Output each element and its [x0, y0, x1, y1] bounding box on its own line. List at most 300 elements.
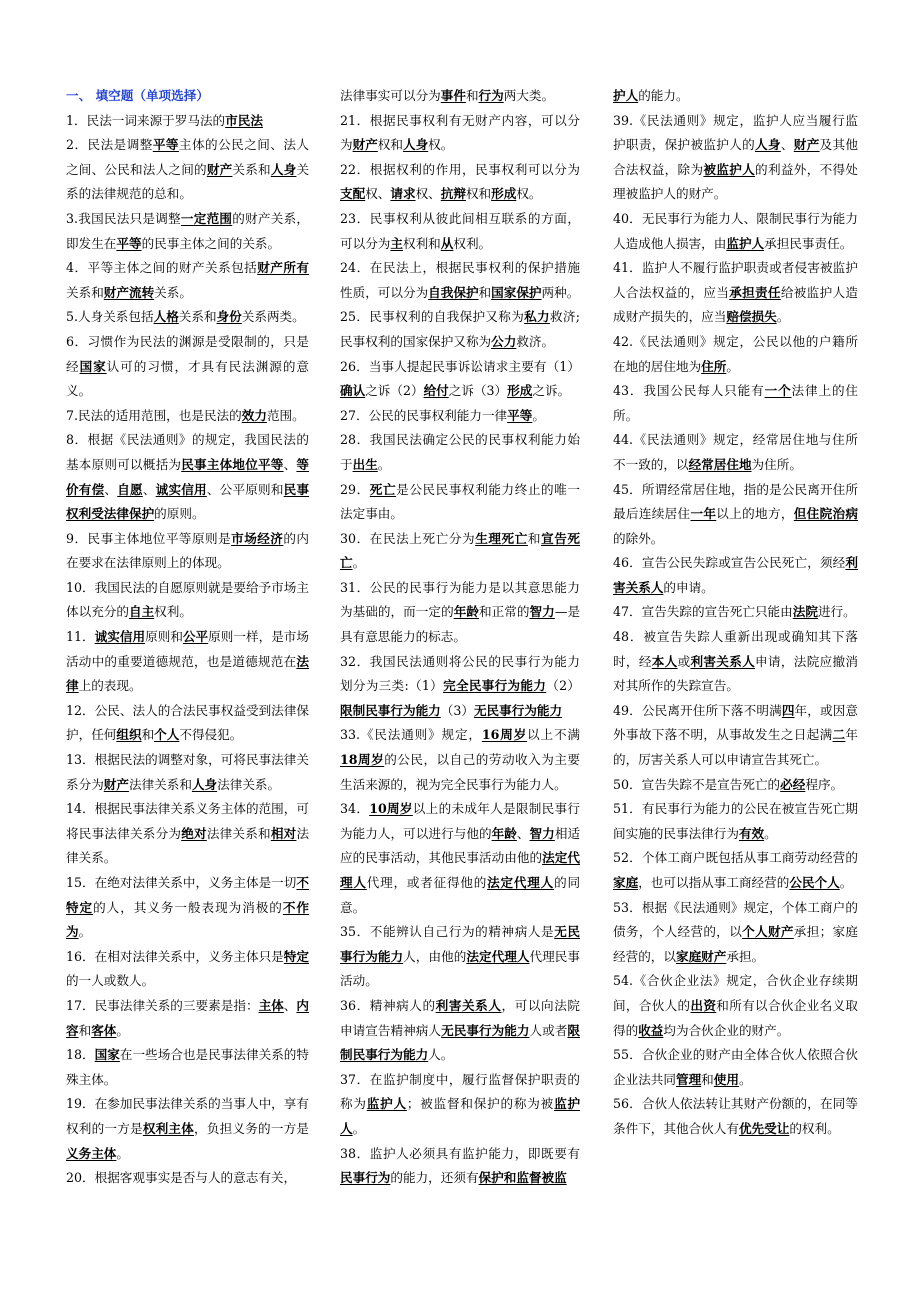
- answer-text: 限制民事行为能力: [340, 702, 441, 718]
- answer-text: 自愿: [117, 481, 143, 497]
- question-text: 的申请。: [663, 579, 714, 595]
- question-item: [340, 109, 580, 158]
- question-text: 承担民事责任。: [764, 235, 853, 251]
- question-text: 7.民法的适用范围，也是民法的: [66, 407, 242, 423]
- question-text: 的利益外，不得处理被监护人的财产。: [613, 161, 859, 202]
- question-text: 14．根据民事法律关系义务主体的范围，可将民事法律关系分为: [66, 801, 309, 841]
- question-item: [340, 158, 580, 207]
- question-item: [613, 379, 858, 428]
- answer-text: 法律: [66, 653, 309, 694]
- answer-text: 人身: [402, 137, 429, 153]
- answer-text: 抗辩: [440, 186, 466, 202]
- answer-text: 相对: [270, 825, 297, 841]
- answer-text: 法定代理人: [466, 948, 530, 964]
- question-text: 和: [465, 88, 479, 103]
- answer-text: 组织: [116, 727, 142, 743]
- question-text: 、: [283, 997, 297, 1013]
- answer-text: 监护人: [340, 1096, 581, 1136]
- answer-text: 人身: [270, 161, 297, 177]
- question-text: 法律事实可以分为: [340, 88, 441, 103]
- question-text: 18．: [66, 1047, 95, 1063]
- answer-text: 监护人: [726, 235, 765, 251]
- answer-text: 从: [440, 235, 454, 251]
- question-item: [66, 945, 309, 994]
- question-text: 。: [116, 1145, 129, 1161]
- answer-text: 家庭: [613, 875, 639, 890]
- answer-text: 二: [832, 727, 846, 743]
- question-text: 27．公民的民事权利能力一律: [340, 407, 508, 423]
- answer-text: 财产所有: [257, 260, 310, 276]
- answer-text: 无民事行为能力: [340, 924, 581, 964]
- question-text: （2）: [546, 678, 580, 694]
- answer-text: 平等: [116, 235, 142, 251]
- question-text: 代理民事活动。: [340, 948, 581, 989]
- question-item: [613, 256, 858, 330]
- question-item: [340, 650, 580, 724]
- question-text: 和: [78, 1022, 92, 1038]
- question-item: [66, 994, 309, 1043]
- question-text: 42.《民法通则》规定，公民以他的户籍所在地的居住地为: [613, 333, 858, 374]
- question-text: 的民事主体之间的关系。: [141, 235, 281, 251]
- answer-text: 主体: [258, 997, 284, 1013]
- question-text: 6．习惯作为民法的渊源是受限制的，只是经: [66, 333, 309, 374]
- answer-text: 等价有偿: [66, 456, 310, 497]
- answer-text: 确认: [340, 383, 366, 399]
- answer-text: 请求: [390, 186, 416, 202]
- question-text: 法律关系和: [206, 825, 271, 841]
- question-item: [613, 478, 858, 552]
- answer-text: 民事权利受法律保护: [66, 481, 310, 522]
- answer-text: 财产: [352, 137, 378, 153]
- question-text: 17．民事法律关系的三要素是指：: [66, 997, 259, 1013]
- question-item: [613, 773, 858, 798]
- question-item: [340, 527, 580, 576]
- answer-text: 利害关系人: [690, 653, 756, 669]
- answer-text: 国家保护: [491, 284, 542, 300]
- question-item: [340, 994, 580, 1068]
- question-text: 申请，法院应撤消对其所作的失踪宣告。: [613, 653, 859, 694]
- question-text: 11．: [66, 629, 95, 645]
- question-text: 相适应的民事活动，其他民事活动由他的: [340, 825, 581, 866]
- question-text: 法律关系。: [217, 776, 281, 792]
- question-item: [613, 1092, 858, 1141]
- section-heading: [66, 84, 309, 109]
- question-item: [340, 207, 580, 256]
- question-text: 51．有民事行为能力的公民在被宣告死亡期间实施的民事法律行为: [613, 801, 858, 841]
- question-text: 权利。: [154, 604, 192, 620]
- question-item: [613, 625, 858, 699]
- question-text: 代理，或者征得他的: [366, 875, 488, 890]
- answer-text: 民事行为: [340, 1170, 391, 1186]
- answer-text: 公平: [182, 629, 209, 645]
- question-text: 权。: [428, 137, 454, 153]
- question-text: 32．我国民法通则将公民的民事行为能力划分为三类:（1）: [340, 653, 580, 694]
- question-item: [66, 305, 309, 330]
- answer-text: 10周岁: [369, 801, 413, 817]
- answer-text: 有效: [738, 825, 765, 841]
- question-item: [613, 207, 858, 256]
- answer-text: 护人: [613, 88, 639, 103]
- question-text: 33.《民法通则》规定，: [340, 727, 482, 743]
- question-text: 4．平等主体之间的财产关系包括: [66, 260, 258, 276]
- question-text: 。: [532, 407, 545, 423]
- answer-text: 利害关系人: [435, 997, 502, 1013]
- question-text: 2．民法是调整: [66, 137, 153, 153]
- question-text: 36．精神病人的: [340, 997, 436, 1013]
- question-text: 23．民事权利从彼此间相互联系的方面，可以分为: [340, 210, 580, 251]
- question-item: [66, 1092, 309, 1166]
- answer-text: 财产: [793, 137, 820, 153]
- question-text: 28．我国民法确定公民的民事权利能力始于: [340, 432, 580, 472]
- answer-text: 内容: [66, 997, 309, 1038]
- question-text: 8．根据《民法通则》的规定，我国民法的基本原则可以概括为: [66, 432, 309, 472]
- question-text: 救济;民事权利的国家保护又称为: [340, 309, 580, 349]
- answer-text: 不作为: [66, 899, 310, 940]
- question-text: 认可的习惯，才具有民法渊源的意义。: [66, 358, 310, 399]
- answer-text: 自主: [128, 604, 155, 620]
- question-item: [340, 305, 580, 354]
- answer-text: 16周岁: [481, 727, 528, 743]
- question-text: 年的，厉害关系人可以申请宣告其死亡。: [613, 727, 859, 768]
- question-text: 以上的地方，: [716, 506, 794, 522]
- question-item: [340, 576, 580, 650]
- question-text: 15．在绝对法律关系中，义务主体是一切: [66, 875, 297, 890]
- question-text: 关系和: [232, 161, 271, 177]
- answer-text: 保护和监督被监: [478, 1170, 567, 1186]
- answer-text: 死亡: [369, 481, 397, 497]
- question-text: 或: [677, 653, 691, 669]
- answer-text: 优先受让: [738, 1120, 790, 1136]
- question-text: 权利。: [453, 235, 492, 251]
- question-item: [613, 969, 858, 1043]
- answer-text: 形成: [491, 186, 517, 202]
- question-item: [66, 797, 309, 871]
- question-text: 人或者: [529, 1022, 568, 1038]
- question-text: ，可以向法院申请宣告精神病人: [340, 997, 580, 1038]
- question-text: 29．: [340, 481, 370, 497]
- question-item: [66, 625, 309, 699]
- answer-text: 主: [390, 235, 403, 251]
- question-text: 30．在民法上死亡分为: [340, 530, 476, 546]
- question-text: 两大类。: [503, 88, 555, 103]
- answer-text: 但住院治病: [793, 506, 859, 522]
- question-text: 54.《合伙企业法》规定，合伙企业存续期间，合伙人的: [613, 973, 858, 1013]
- question-text: 、: [104, 481, 118, 497]
- question-item: [613, 600, 858, 625]
- question-text: 和: [527, 530, 542, 546]
- answer-text: 行为: [478, 88, 504, 103]
- question-text: 16．在相对法律关系中，义务主体只是: [66, 948, 284, 964]
- question-text: 、: [142, 481, 156, 497]
- answer-text: 生理死亡: [475, 530, 528, 546]
- question-text: 的财产关系，即发生在: [66, 210, 310, 251]
- question-text: 53．根据《民法通则》规定，个体工商户的债务，个人经营的，以: [613, 899, 858, 940]
- answer-text: 完全民事行为能力: [443, 678, 547, 694]
- column-left: [66, 84, 309, 1191]
- question-item: [66, 256, 309, 305]
- question-text: 不得侵犯。: [179, 727, 243, 743]
- question-text: 38．监护人必须具有监护能力，即既要有: [340, 1145, 580, 1161]
- answer-text: 一定范围: [180, 210, 233, 226]
- question-item: [613, 84, 858, 109]
- answer-text: 人身: [191, 776, 218, 792]
- answer-text: 年龄: [491, 825, 517, 841]
- question-item: [613, 1043, 858, 1092]
- question-text: 之诉（2）: [365, 383, 424, 399]
- question-item: [66, 109, 309, 134]
- question-text: 以上的未成年人是限制民事行为能力人，可以进行与他的: [340, 801, 581, 841]
- question-text: 55．合伙企业的财产由全体合伙人依照合伙企业法共同: [613, 1047, 858, 1087]
- answer-text: 一个: [764, 383, 792, 399]
- answer-text: 诚实信用: [155, 481, 207, 497]
- answer-text: 市场经济: [231, 530, 284, 546]
- answer-text: 利害关系人: [613, 555, 858, 595]
- answer-text: 本人: [651, 653, 678, 669]
- heading-text: 一、 填空题（单项选择）: [66, 88, 209, 103]
- question-text: 的人，其义务一般表现为消极的: [93, 899, 283, 915]
- question-text: 。: [377, 456, 391, 472]
- question-text: ，负担义务的一方是: [194, 1120, 310, 1136]
- question-item: [66, 330, 309, 404]
- question-text: 之诉。: [532, 383, 571, 399]
- question-item: [613, 330, 858, 379]
- question-item: [66, 207, 309, 256]
- question-text: 43．我国公民每人只能有: [613, 383, 765, 399]
- answer-text: 财产流转: [103, 284, 155, 300]
- question-item: [66, 576, 309, 625]
- answer-text: 必经: [780, 776, 806, 792]
- answer-text: 法定代理人: [487, 875, 555, 890]
- question-text: 原则一样，是市场活动中的重要道德规范，也是道德规范在: [66, 629, 309, 669]
- question-text: 关系和: [66, 284, 104, 300]
- question-text: 的一人或数人。: [66, 973, 155, 989]
- question-item: [66, 871, 309, 945]
- question-text: 是公民民事权利能力终止的唯一法定事由。: [340, 481, 581, 522]
- question-item: [340, 1142, 580, 1191]
- question-item: [340, 404, 580, 429]
- question-text: 上的表现。: [78, 678, 142, 694]
- question-item: [66, 428, 309, 526]
- question-text: 26．当事人提起民事诉讼请求主要有（1）: [340, 358, 580, 374]
- question-text: 年，或因意外事故下落不明，从事故发生之日起满: [613, 702, 859, 743]
- question-text: 、: [516, 825, 530, 841]
- question-text: 程序。: [805, 776, 844, 792]
- question-text: 两种。: [541, 284, 580, 300]
- answer-text: 形成: [507, 383, 533, 399]
- answer-text: 义务主体: [66, 1145, 117, 1161]
- question-text: 。: [78, 924, 92, 940]
- question-text: 法律上的住所。: [613, 383, 858, 423]
- question-text: 和: [701, 1071, 714, 1087]
- question-text: 49．公民离开住所下落不明满: [613, 702, 782, 718]
- question-text: 权、: [415, 186, 441, 202]
- question-text: 。: [776, 309, 790, 325]
- question-text: 3.我国民法只是调整: [66, 210, 181, 226]
- question-text: 34．: [340, 801, 370, 817]
- answer-text: 一年: [690, 506, 717, 522]
- answer-text: 收益: [638, 1022, 664, 1038]
- answer-text: 家庭财产: [675, 948, 727, 964]
- question-text: 承担。: [726, 948, 765, 964]
- question-text: 和: [478, 284, 492, 300]
- question-text: 、: [780, 137, 794, 153]
- column-middle: [340, 84, 580, 1191]
- question-text: 。: [764, 825, 777, 841]
- answer-text: 智力: [529, 825, 555, 841]
- question-text: 的权利。: [789, 1120, 840, 1136]
- question-text: 41．监护人不履行监护职责或者侵害被监护人合法权益的，应当: [613, 260, 858, 300]
- question-item: [613, 896, 858, 970]
- answer-text: 年龄: [453, 604, 479, 620]
- answer-text: 监护人: [366, 1096, 407, 1112]
- question-item: [613, 109, 858, 207]
- answer-text: 特定: [283, 948, 309, 964]
- question-text: 和正常的: [478, 604, 530, 620]
- question-text: 权。: [516, 186, 542, 202]
- question-item: [66, 527, 309, 576]
- question-text: 人。: [428, 1047, 454, 1063]
- question-text: 进行。: [817, 604, 856, 620]
- answer-text: 无民事行为能力: [473, 702, 563, 718]
- answer-text: 管理: [675, 1071, 702, 1087]
- question-text: ；被监督和保护的称为被: [406, 1096, 555, 1112]
- answer-text: 私力: [524, 309, 550, 325]
- question-item: [66, 748, 309, 797]
- question-item: [613, 797, 858, 846]
- question-text: 45．所谓经常居住地，指的是公民离开住所最后连续居住: [613, 481, 858, 522]
- answer-text: 使用: [713, 1071, 739, 1087]
- question-text: 44.《民法通则》规定，经常居住地与住所不一致的，以: [613, 432, 858, 472]
- question-text: 权利和: [402, 235, 441, 251]
- question-text: 48．被宣告失踪人重新出现或确知其下落时，经: [613, 629, 858, 669]
- question-text: 和: [141, 727, 155, 743]
- question-text: 40．无民事行为能力人、限制民事行为能力人造成他人损害，由: [613, 210, 858, 251]
- question-text: 关系的法律规范的总和。: [66, 161, 310, 202]
- answer-text: 客体: [91, 1022, 117, 1038]
- question-item: [340, 256, 580, 305]
- answer-text: 国家: [94, 1047, 120, 1063]
- question-text: 25．民事权利的自我保护又称为: [340, 309, 525, 325]
- answer-text: 个人财产: [742, 924, 794, 940]
- question-text: 。: [738, 1071, 752, 1087]
- question-item: [66, 1166, 309, 1191]
- answer-text: 民事主体地位平等: [181, 456, 284, 472]
- question-text: 的同意。: [340, 875, 581, 915]
- question-text: 范围。: [266, 407, 305, 423]
- question-text: 人，由他的: [403, 948, 467, 964]
- question-text: 关系。: [154, 284, 192, 300]
- question-item: [340, 920, 580, 994]
- answer-text: 出资: [690, 997, 717, 1013]
- answer-text: 住所: [701, 358, 727, 374]
- question-text: 的能力。: [638, 88, 689, 103]
- question-text: 1．民法一词来源于罗马法的: [66, 112, 226, 128]
- question-text: 22．根据权利的作用，民事权利可以分为: [340, 161, 580, 177]
- answer-text: 平等: [152, 137, 179, 153]
- question-text: 在一些场合也是民事法律关系的特殊主体。: [66, 1047, 309, 1087]
- answer-text: 承担责任: [729, 284, 781, 300]
- question-text: 权和: [465, 186, 492, 202]
- question-text: 及其他合法权益，除为: [613, 137, 859, 177]
- answer-text: 支配: [340, 186, 366, 202]
- answer-text: 法定代理人: [340, 850, 581, 890]
- question-item: [613, 428, 858, 477]
- question-item: [340, 355, 580, 404]
- question-text: 21．根据民事权利有无财产内容，可以分为: [340, 112, 580, 153]
- question-text: 31．公民的民事行为能力是以其意思能力为基础的，而一定的: [340, 579, 580, 620]
- answer-text: 国家: [79, 358, 107, 374]
- question-item: [340, 797, 580, 920]
- question-text: 20．根据客观事实是否与人的意志有关，: [66, 1170, 297, 1186]
- question-text: 承担；家庭经营的，以: [613, 924, 859, 964]
- question-text: ，也可以指从事工商经营的: [638, 875, 790, 890]
- answer-text: 18周岁: [340, 752, 385, 768]
- question-text: 。: [352, 1120, 366, 1136]
- question-text: 关系和: [178, 309, 217, 325]
- question-text: 法律关系和: [128, 776, 192, 792]
- answer-text: 自我保护: [428, 284, 479, 300]
- question-text: 法律关系。: [66, 825, 310, 866]
- question-text: 的能力，还须有: [390, 1170, 479, 1186]
- question-item: [66, 404, 309, 429]
- question-text: 权、: [365, 186, 391, 202]
- answer-text: 效力: [241, 407, 267, 423]
- question-item: [340, 1068, 580, 1142]
- question-item: [613, 551, 858, 600]
- question-text: 以上不满: [527, 727, 581, 743]
- question-text: 和所有以合伙企业名义取得的: [613, 997, 859, 1038]
- question-text: 主体的公民之间、法人之间、公民和法人之间的: [66, 137, 310, 177]
- answer-text: 四: [781, 702, 795, 718]
- answer-text: 不特定: [66, 875, 309, 915]
- answer-text: 法院: [792, 604, 818, 620]
- question-text: 24．在民法上，根据民事权利的保护措施性质，可以分为: [340, 260, 580, 300]
- question-text: 、: [283, 456, 297, 472]
- question-text: 、公平原则和: [206, 481, 284, 497]
- question-text: 的内在要求在法律原则上的体现。: [66, 530, 310, 571]
- question-text: 46．宣告公民失踪或宣告公民死亡，须经: [613, 555, 846, 571]
- question-text: 。: [839, 875, 853, 890]
- answer-text: 事件: [440, 88, 466, 103]
- answer-text: 身份: [216, 309, 242, 325]
- question-item: [340, 428, 580, 477]
- question-text: 的原则。: [154, 506, 205, 522]
- answer-text: 给付: [423, 383, 449, 399]
- question-text: （3）: [440, 702, 474, 718]
- answer-text: 人身: [755, 137, 781, 153]
- answer-text: 权利主体: [142, 1120, 195, 1136]
- question-text: 。: [352, 555, 366, 571]
- answer-text: 无民事行为能力: [441, 1022, 530, 1038]
- question-text: 均为合伙企业的财产。: [663, 1022, 790, 1038]
- question-text: 52．个体工商户既包括从事工商劳动经营的: [613, 850, 858, 866]
- answer-text: 绝对: [181, 825, 207, 841]
- answer-text: 诚实信用: [94, 629, 146, 645]
- question-item: [613, 846, 858, 895]
- answer-text: 公民个人: [789, 875, 840, 890]
- question-text: 权和: [377, 137, 403, 153]
- question-text: 47．宣告失踪的宣告死亡只能由: [613, 604, 793, 620]
- question-text: 救济。: [516, 333, 555, 349]
- question-text: 关系两类。: [241, 309, 305, 325]
- answer-text: 赔偿损失: [726, 309, 777, 325]
- question-text: 。: [726, 358, 739, 374]
- answer-text: 出生: [352, 456, 378, 472]
- question-text: 给被监护人造成财产损失的，应当: [613, 284, 859, 325]
- question-text: 的除外。: [613, 530, 664, 546]
- question-text: 5.人身关系包括: [66, 309, 154, 325]
- question-text: 原则和: [145, 629, 183, 645]
